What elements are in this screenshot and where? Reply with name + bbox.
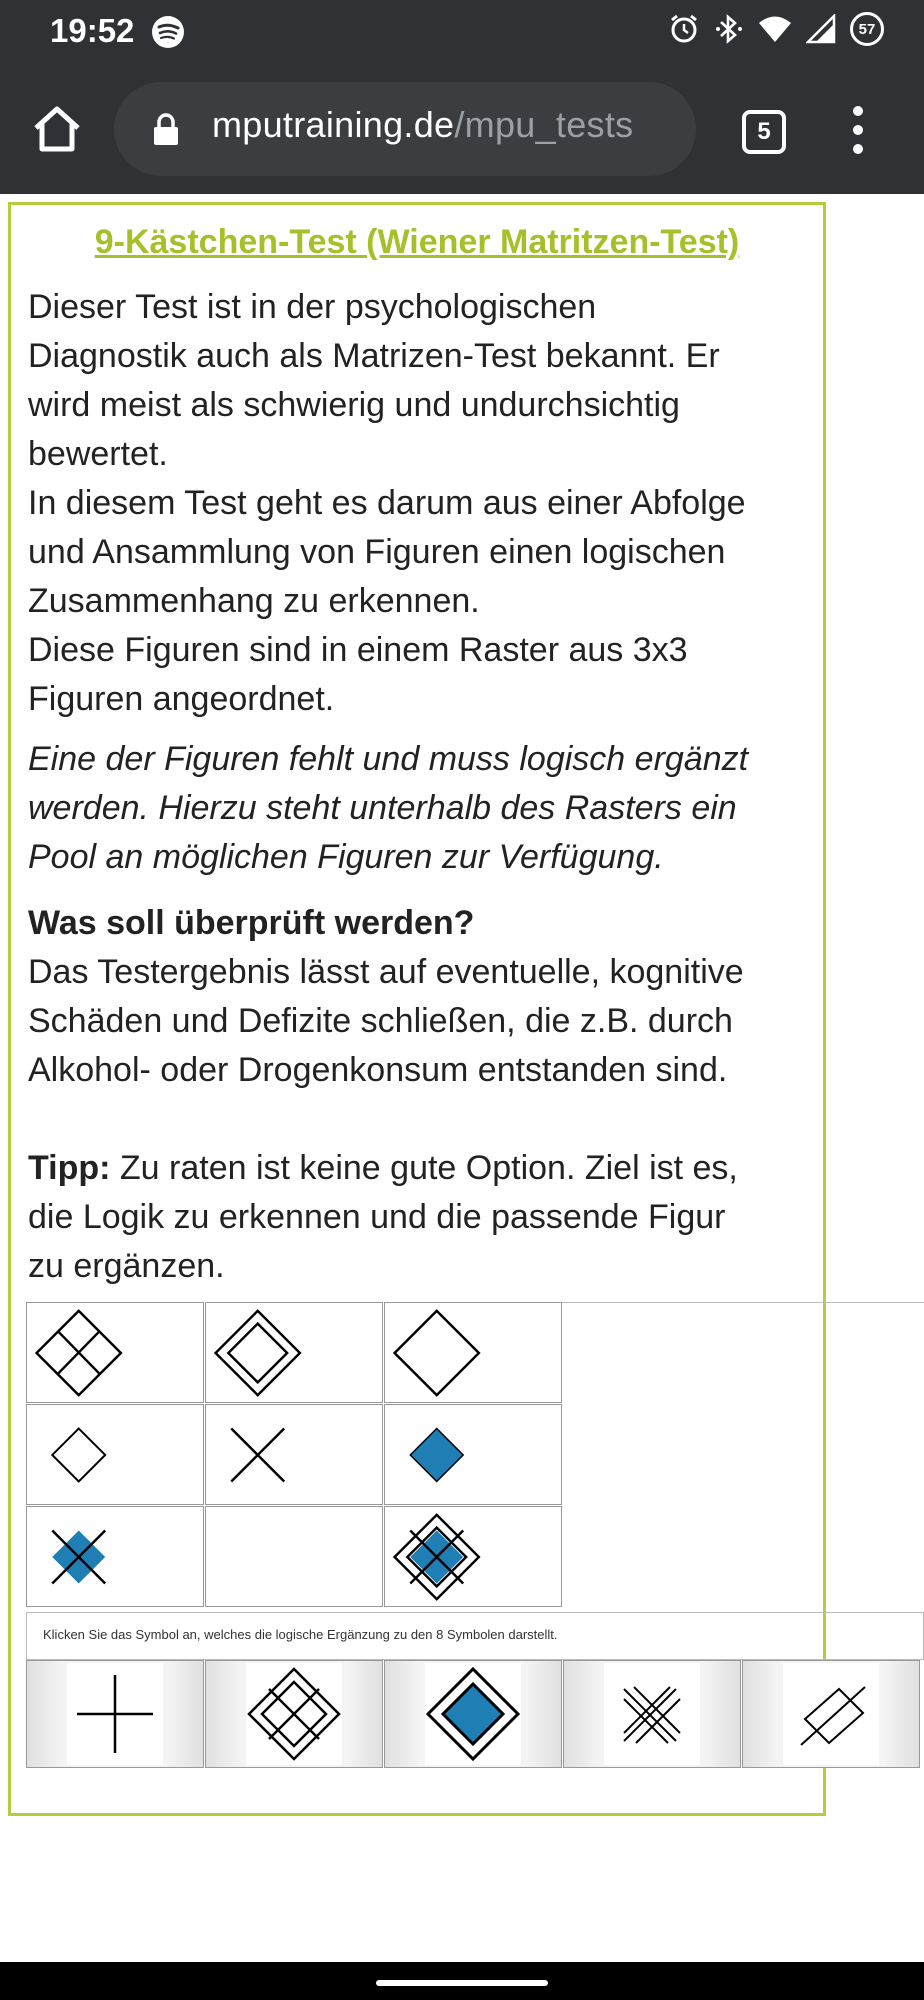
signal-icon [806,14,836,44]
matrix-cell-filled-double-diamond-with-cross-icon [384,1506,562,1607]
matrix-cell-large-diamond-icon [384,1302,562,1403]
more-menu-icon[interactable] [848,106,868,160]
intro-line: Zusammenhang zu erkennen. [28,582,480,620]
home-icon[interactable] [30,102,84,156]
tipp-line: Zu raten ist keine gute Option. Ziel ist es, [110,1149,738,1187]
instruction-text: Klicken Sie das Symbol an, welches die logische Ergänzung zu den 8 Symbolen darstellt. [26,1612,924,1660]
url-domain: mputraining.de [212,104,455,145]
intro-line: In diesem Test geht es darum aus einer Abfolge [28,484,746,522]
filled-double-diamond-icon [425,1663,521,1765]
matrix-cell-filled-diamond-with-cross-icon [26,1506,204,1607]
diamond-with-slash-icon [783,1663,879,1765]
option-plus-button[interactable] [26,1660,204,1768]
alarm-icon [668,13,700,45]
tipp-line: zu ergänzen. [28,1247,225,1285]
url-bar[interactable] [114,82,696,176]
tipp-text [28,1144,838,1291]
italic-line: Eine der Figuren fehlt und muss logisch ergänzt [28,740,749,778]
matrix-cell-empty [205,1506,383,1607]
bluetooth-icon [714,12,744,46]
intro-line: und Ansammlung von Figuren einen logischen [28,533,726,571]
italic-text [28,735,838,882]
intro-line: bewertet. [28,435,168,473]
description-line: Alkohol- oder Drogenkonsum entstanden sind. [28,1051,728,1089]
intro-line: wird meist als schwierig und undurchsichtig [28,386,680,424]
option-double-diamond-with-cross-button[interactable] [205,1660,383,1768]
wifi-icon [758,14,792,44]
intro-line: Diagnostik auch als Matrizen-Test bekannt. Er [28,337,720,375]
spotify-icon [150,14,186,50]
tipp-line: die Logik zu erkennen und die passende Figur [28,1198,726,1236]
italic-line: werden. Hierzu steht unterhalb des Rasters ein [28,789,737,827]
browser-toolbar [0,66,924,194]
navigation-bar [0,1962,924,2000]
matrix-cell-small-diamond-icon [26,1404,204,1505]
tipp-label: Tipp: [28,1149,111,1187]
intro-line: Figuren angeordnet. [28,680,335,718]
matrix-cell-double-diamond-icon [205,1302,383,1403]
description-line: Das Testergebnis lässt auf eventuelle, kognitive [28,953,744,991]
home-gesture-pill[interactable] [376,1980,548,1986]
battery-indicator: 57 [850,12,884,46]
description-line: Schäden und Defizite schließen, die z.B. durch [28,1002,733,1040]
status-bar [0,0,924,66]
section-heading: Was soll überprüft werden? [28,904,475,942]
matrix-cell-diamond-with-cross-icon [26,1302,204,1403]
option-small-cross-with-lines-button[interactable] [563,1660,741,1768]
matrix-cell-filled-diamond-icon [384,1404,562,1505]
intro-line: Dieser Test ist in der psychologischen [28,288,597,326]
double-diamond-with-cross-icon [246,1663,342,1765]
intro-line: Diese Figuren sind in einem Raster aus 3x3 [28,631,688,669]
small-cross-with-lines-icon [604,1663,700,1765]
url-path: /mpu_tests [454,104,634,145]
plus-icon [67,1663,163,1765]
description-text [28,948,838,1095]
matrix-cell-cross-icon [205,1404,383,1505]
url-text [212,104,633,146]
page-title[interactable]: 9-Kästchen-Test (Wiener Matritzen-Test) [94,223,740,261]
italic-line: Pool an möglichen Figuren zur Verfügung. [28,838,664,876]
tab-switcher-button[interactable]: 5 [742,110,786,154]
matrix-background [562,1302,924,1612]
lock-icon [152,112,180,146]
option-filled-double-diamond-button[interactable] [384,1660,562,1768]
intro-text [28,283,838,724]
option-diamond-with-slash-button[interactable] [742,1660,920,1768]
status-time: 19:52 [50,12,135,49]
